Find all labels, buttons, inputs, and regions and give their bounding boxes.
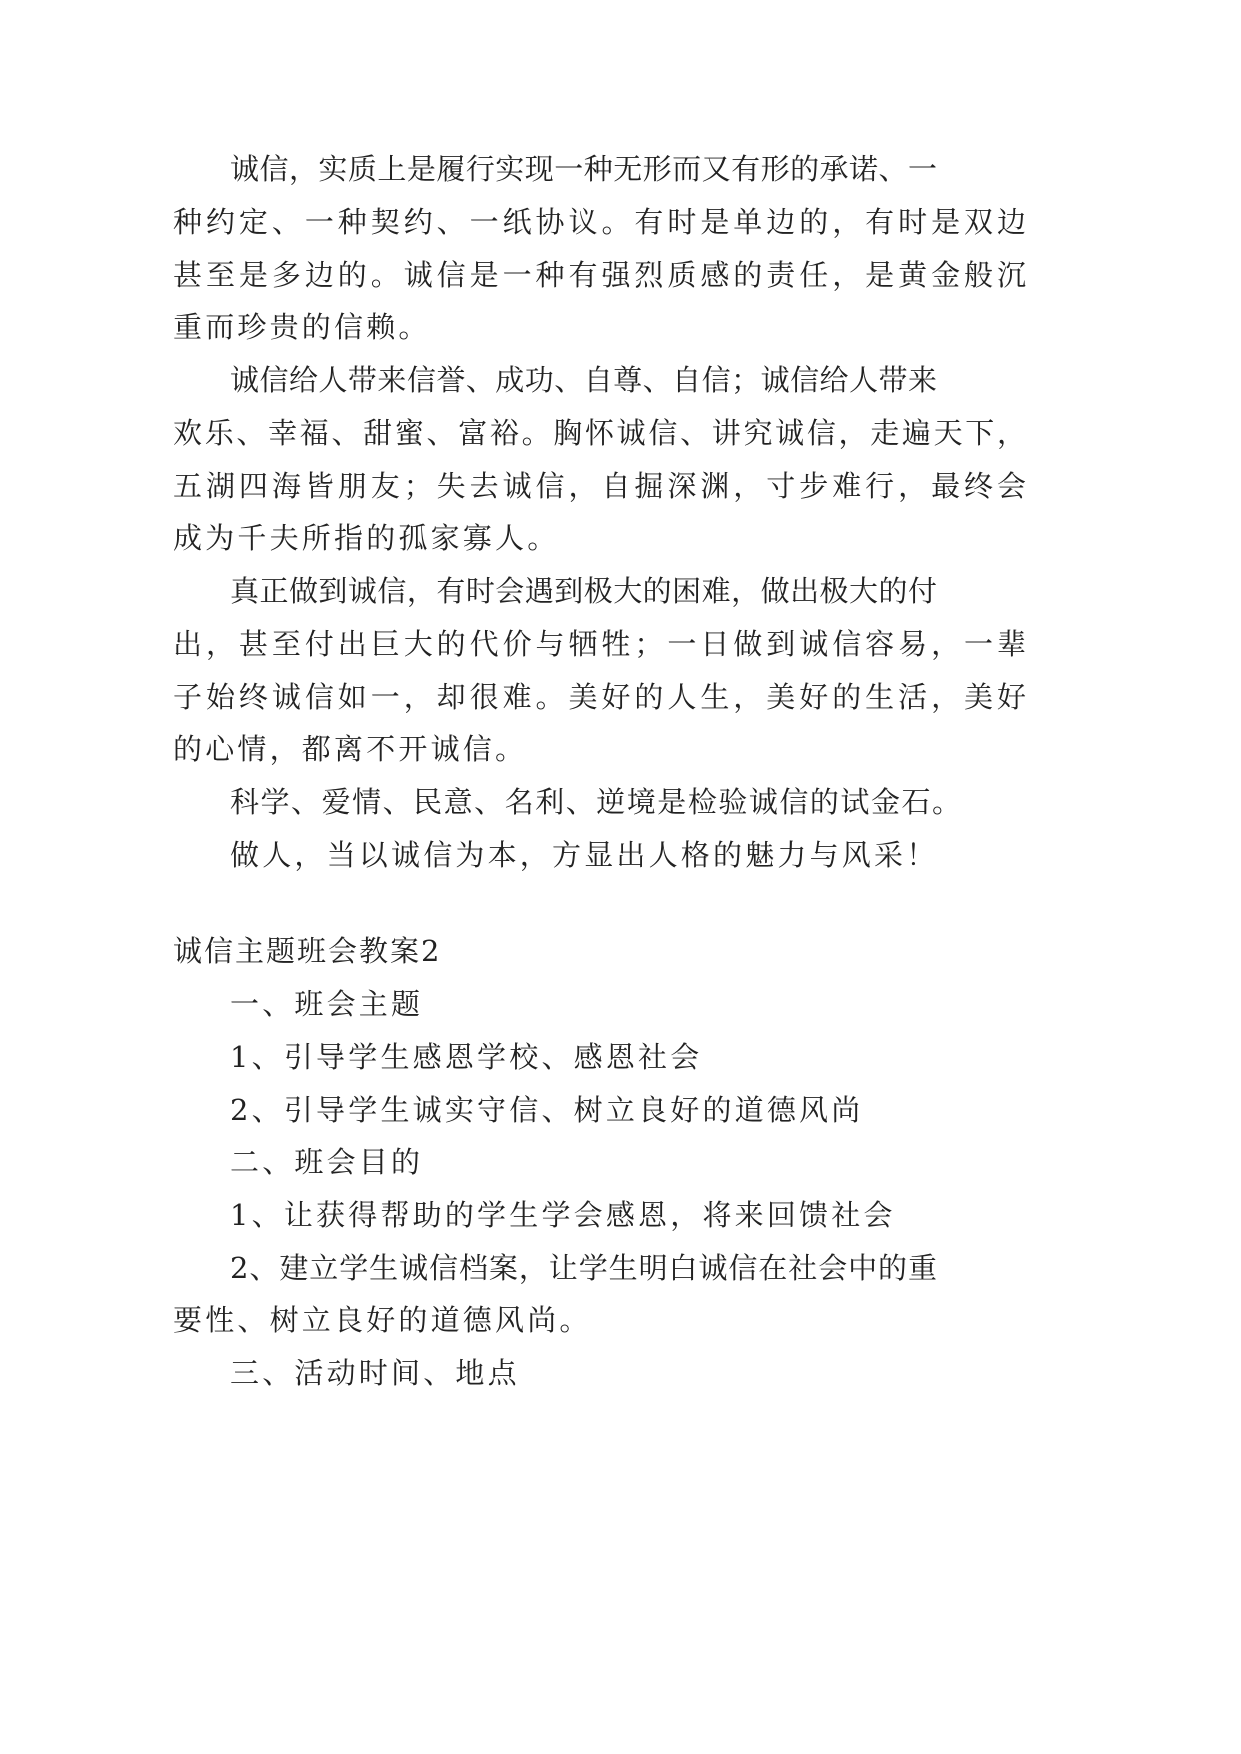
paragraph-2-line-2: 欢乐、幸福、甜蜜、富裕。胸怀诚信、讲究诚信，走遍天下，	[173, 416, 1026, 450]
paragraph-4-line-1: 科学、爱情、民意、名利、逆境是检验诚信的试金石。	[230, 785, 961, 819]
paragraph-3-line-4: 的心情，都离不开诚信。	[173, 732, 528, 766]
paragraph-3-line-2: 出，甚至付出巨大的代价与牺牲；一日做到诚信容易，一辈	[173, 627, 1026, 661]
section-title: 诚信主题班会教案2	[173, 934, 442, 968]
paragraph-3-line-1: 真正做到诚信，有时会遇到极大的困难，做出极大的付	[230, 574, 937, 608]
paragraph-1-line-1: 诚信，实质上是履行实现一种无形而又有形的承诺、一	[230, 152, 937, 186]
item-topic-1: 1、引导学生感恩学校、感恩社会	[230, 1040, 703, 1074]
paragraph-1-line-4: 重而珍贵的信赖。	[173, 310, 431, 344]
item-topic-2: 2、引导学生诚实守信、树立良好的道德风尚	[230, 1093, 864, 1127]
paragraph-1-line-3: 甚至是多边的。诚信是一种有强烈质感的责任，是黄金般沉	[173, 258, 1026, 292]
item-heading-purpose: 二、班会目的	[230, 1145, 424, 1179]
item-purpose-1: 1、让获得帮助的学生学会感恩，将来回馈社会	[230, 1198, 896, 1232]
item-purpose-2-line-1: 2、建立学生诚信档案，让学生明白诚信在社会中的重	[230, 1251, 937, 1285]
paragraph-2-line-1: 诚信给人带来信誉、成功、自尊、自信；诚信给人带来	[230, 363, 937, 397]
item-heading-time-place: 三、活动时间、地点	[230, 1356, 520, 1390]
paragraph-2-line-4: 成为千夫所指的孤家寡人。	[173, 521, 560, 555]
item-heading-topic: 一、班会主题	[230, 987, 424, 1021]
item-purpose-2-line-2: 要性、树立良好的道德风尚。	[173, 1303, 592, 1337]
paragraph-5-line-1: 做人，当以诚信为本，方显出人格的魅力与风采！	[230, 838, 939, 872]
paragraph-2-line-3: 五湖四海皆朋友；失去诚信，自掘深渊，寸步难行，最终会	[173, 469, 1026, 503]
paragraph-3-line-3: 子始终诚信如一，却很难。美好的人生，美好的生活，美好	[173, 680, 1026, 714]
paragraph-1-line-2: 种约定、一种契约、一纸协议。有时是单边的，有时是双边	[173, 205, 1026, 239]
